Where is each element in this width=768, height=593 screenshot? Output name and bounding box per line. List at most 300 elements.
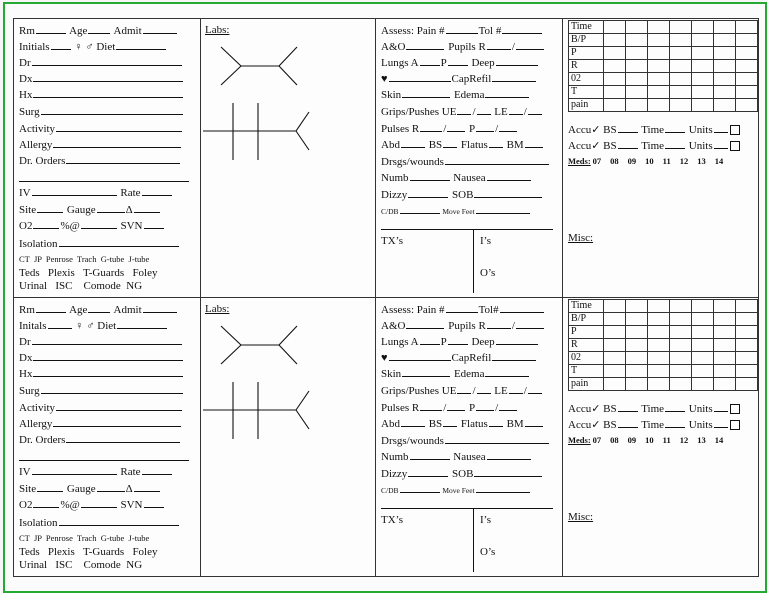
vitals-entry-cell[interactable]: [713, 34, 735, 47]
o2-label: O2: [19, 499, 33, 511]
vitals-entry-cell[interactable]: [691, 352, 713, 365]
vitals-entry-cell[interactable]: [603, 300, 625, 313]
vitals-row-label: B/P: [569, 313, 604, 326]
vitals-entry-cell[interactable]: [669, 73, 691, 86]
vitals-entry-cell[interactable]: [603, 313, 625, 326]
vitals-entry-cell[interactable]: [691, 313, 713, 326]
move-feet-label: Move Feet: [442, 486, 475, 495]
deep-label: Deep: [471, 57, 495, 69]
accu-time-label: Time: [641, 124, 665, 136]
vitals-entry-cell[interactable]: [669, 365, 691, 378]
vitals-row-label: R: [569, 60, 604, 73]
pupils-label: Pupils R: [448, 41, 486, 53]
med-hour: 10: [645, 435, 654, 445]
ng-label: NG: [126, 280, 143, 292]
vitals-entry-cell[interactable]: [603, 378, 625, 391]
iv-label: IV: [19, 466, 31, 478]
vitals-row: [569, 73, 758, 86]
vitals-entry-cell[interactable]: [647, 34, 669, 47]
vitals-entry-cell[interactable]: [735, 60, 757, 73]
male-icon: ♂: [86, 320, 95, 332]
drsgs-wounds-label: Drsgs/wounds: [381, 156, 444, 168]
bm-label: BM: [506, 139, 524, 151]
vitals-entry-cell[interactable]: [691, 365, 713, 378]
vitals-entry-cell[interactable]: [625, 21, 647, 34]
vitals-table: [568, 299, 758, 391]
accu-units-label: Units: [688, 403, 713, 415]
allergy-label: Allergy: [19, 139, 53, 151]
med-hour: 14: [714, 435, 724, 445]
vitals-entry-cell[interactable]: [735, 339, 757, 352]
vitals-row-label: 02: [569, 352, 604, 365]
accu-checkbox[interactable]: [730, 404, 740, 414]
vitals-entry-cell[interactable]: [713, 339, 735, 352]
age-label: Age: [69, 25, 88, 37]
accu-checkbox[interactable]: [730, 141, 740, 151]
vitals-entry-cell[interactable]: [735, 378, 757, 391]
vitals-entry-cell[interactable]: [647, 73, 669, 86]
vitals-entry-cell[interactable]: [691, 378, 713, 391]
vitals-entry-cell[interactable]: [691, 300, 713, 313]
ao-label: A&O: [381, 320, 406, 332]
med-hour: 12: [679, 435, 689, 445]
le-label: LE: [494, 106, 508, 118]
flatus-label: Flatus: [460, 139, 488, 151]
female-icon: ♀: [74, 41, 83, 53]
med-hour: 09: [627, 435, 637, 445]
accu-time-label: Time: [641, 419, 665, 431]
vitals-entry-cell[interactable]: [625, 60, 647, 73]
accu-bs-label: Accu✓ BS: [568, 124, 617, 136]
vitals-entry-cell[interactable]: [625, 326, 647, 339]
rate-label: Rate: [120, 466, 141, 478]
vitals-entry-cell[interactable]: [691, 73, 713, 86]
patient-card: [13, 297, 759, 577]
age-label: Age: [69, 304, 88, 316]
vitals-entry-cell[interactable]: [713, 47, 735, 60]
assess-pain-label: Assess: Pain #: [381, 304, 445, 316]
svn-label: SVN: [120, 220, 143, 232]
vitals-entry-cell[interactable]: [669, 339, 691, 352]
vitals-entry-cell[interactable]: [669, 378, 691, 391]
vitals-row-label: P: [569, 326, 604, 339]
hx-label: Hx: [19, 89, 33, 101]
dx-label: Dx: [19, 352, 33, 364]
pulses-p-label: P: [469, 123, 476, 135]
hx-label: Hx: [19, 368, 33, 380]
cdb-label: C/DB: [381, 486, 399, 495]
vitals-entry-cell[interactable]: [691, 339, 713, 352]
svn-label: SVN: [120, 499, 143, 511]
patient-card: [13, 18, 759, 298]
vitals-entry-cell[interactable]: [735, 313, 757, 326]
pupils-label: Pupils R: [448, 320, 486, 332]
o2-label: O2: [19, 220, 33, 232]
intake-label: I’s: [480, 235, 491, 247]
vitals-entry-cell[interactable]: [713, 73, 735, 86]
skin-label: Skin: [381, 89, 402, 101]
vitals-entry-cell[interactable]: [603, 21, 625, 34]
urinal-label: Urinal: [19, 559, 48, 571]
vitals-entry-cell[interactable]: [713, 86, 735, 99]
plexis-label: Plexis: [47, 267, 75, 279]
nausea-label: Nausea: [453, 451, 486, 463]
vitals-row: [569, 339, 758, 352]
vitals-row-label: T: [569, 86, 604, 99]
vitals-entry-cell[interactable]: [669, 21, 691, 34]
lab-fishbone-diagrams: [201, 318, 376, 478]
vitals-entry-cell[interactable]: [603, 99, 625, 112]
vitals-entry-cell[interactable]: [691, 47, 713, 60]
vitals-row-label: R: [569, 339, 604, 352]
accu-checkbox[interactable]: [730, 125, 740, 135]
activity-label: Activity: [19, 123, 56, 135]
initials-label: Initials: [19, 41, 50, 53]
med-hour: 11: [662, 156, 671, 166]
vitals-entry-cell[interactable]: [625, 300, 647, 313]
vitals-row-label: B/P: [569, 34, 604, 47]
accu-units-label: Units: [688, 419, 713, 431]
vitals-entry-cell[interactable]: [691, 34, 713, 47]
med-hour: 12: [679, 156, 689, 166]
bs-label: BS: [428, 139, 443, 151]
vitals-row-label: Time: [569, 21, 604, 34]
skin-label: Skin: [381, 368, 402, 380]
meds-label: Meds:: [568, 156, 591, 166]
report-sheet: [3, 2, 767, 593]
accu-bs-label: Accu✓ BS: [568, 140, 617, 152]
vitals-entry-cell[interactable]: [691, 60, 713, 73]
vitals-entry-cell[interactable]: [625, 86, 647, 99]
caprefil-label: CapRefil: [451, 73, 492, 85]
comode-label: Comode: [83, 280, 121, 292]
male-icon: ♂: [85, 41, 94, 53]
percent-at-label: %@: [60, 499, 80, 511]
tube-types: CT JP Penrose Trach G-tube J-tube: [19, 533, 150, 543]
vitals-entry-cell[interactable]: [691, 326, 713, 339]
vitals-entry-cell[interactable]: [669, 86, 691, 99]
vitals-entry-cell[interactable]: [647, 339, 669, 352]
output-label: O’s: [480, 546, 496, 558]
vitals-entry-cell[interactable]: [713, 365, 735, 378]
dr-label: Dr: [19, 336, 31, 348]
dx-label: Dx: [19, 73, 33, 85]
vitals-entry-cell[interactable]: [625, 339, 647, 352]
vitals-entry-cell[interactable]: [625, 73, 647, 86]
lungs-p-label: P: [440, 57, 447, 69]
output-label: O’s: [480, 267, 496, 279]
abd-label: Abd: [381, 418, 400, 430]
vitals-entry-cell[interactable]: [603, 326, 625, 339]
assessment-column: Assess: Pain # Tol# A&O Pupils R / Lungs A P Deep ♥ CapRefil Skin Edema Grips/Pushes UE / LE / Pulses R / P / Abd BS Flatus BM Drsgs/wounds Numb Nausea Dizzy SOB C/DB Move Feet TX’s I’s O’s: [376, 298, 563, 576]
isc-label: ISC: [55, 280, 73, 292]
vitals-entry-cell[interactable]: [735, 300, 757, 313]
vitals-entry-cell[interactable]: [625, 378, 647, 391]
dizzy-label: Dizzy: [381, 468, 408, 480]
grips-label: Grips/Pushes UE: [381, 106, 457, 118]
isc-label: ISC: [55, 559, 73, 571]
ng-label: NG: [126, 559, 143, 571]
heart-icon: ♥: [381, 352, 388, 364]
vitals-entry-cell[interactable]: [735, 99, 757, 112]
vitals-entry-cell[interactable]: [647, 313, 669, 326]
accu-time-label: Time: [641, 403, 665, 415]
diet-label: Diet: [97, 320, 117, 332]
vitals-entry-cell[interactable]: [713, 21, 735, 34]
misc-label: Misc:: [568, 511, 594, 523]
isolation-label: Isolation: [19, 238, 58, 250]
vitals-row: [569, 313, 758, 326]
vitals-entry-cell[interactable]: [713, 60, 735, 73]
labs-heading: Labs:: [205, 303, 230, 315]
txs-label: TX’s: [381, 235, 403, 247]
meds-label: Meds:: [568, 435, 591, 445]
comode-label: Comode: [83, 559, 121, 571]
vitals-entry-cell[interactable]: [713, 313, 735, 326]
ao-label: A&O: [381, 41, 406, 53]
vitals-entry-cell[interactable]: [647, 365, 669, 378]
site-label: Site: [19, 483, 37, 495]
lungs-p-label: P: [440, 336, 447, 348]
patient-info-column: [14, 298, 201, 576]
vitals-entry-cell[interactable]: [603, 339, 625, 352]
med-hour: 07: [592, 156, 602, 166]
assess-pain-label: Assess: Pain #: [381, 25, 445, 37]
vitals-row: [569, 326, 758, 339]
edema-label: Edema: [453, 368, 485, 380]
surg-label: Surg: [19, 106, 40, 118]
vitals-entry-cell[interactable]: [735, 73, 757, 86]
vitals-row: [569, 86, 758, 99]
pupils-slash: /: [511, 41, 515, 53]
nausea-label: Nausea: [453, 172, 486, 184]
med-hour: 09: [627, 156, 637, 166]
dr-label: Dr: [19, 57, 31, 69]
vitals-entry-cell[interactable]: [669, 99, 691, 112]
vitals-row-label: 02: [569, 73, 604, 86]
vitals-entry-cell[interactable]: [735, 21, 757, 34]
vitals-row-label: P: [569, 47, 604, 60]
vitals-entry-cell[interactable]: [603, 86, 625, 99]
vitals-entry-cell[interactable]: [603, 34, 625, 47]
meds-row: [568, 434, 741, 447]
numb-label: Numb: [381, 451, 409, 463]
vitals-entry-cell[interactable]: [603, 365, 625, 378]
bm-label: BM: [506, 418, 524, 430]
vitals-table: [568, 20, 758, 112]
vitals-entry-cell[interactable]: [647, 60, 669, 73]
lab-fishbone-diagrams: [201, 39, 376, 199]
vitals-entry-cell[interactable]: [603, 73, 625, 86]
vitals-entry-cell[interactable]: [625, 352, 647, 365]
vitals-entry-cell[interactable]: [625, 47, 647, 60]
accu-units-label: Units: [688, 140, 713, 152]
vitals-entry-cell[interactable]: [669, 300, 691, 313]
tguards-label: T-Guards: [83, 267, 125, 279]
vitals-entry-cell[interactable]: [625, 99, 647, 112]
rm-label: Rm: [19, 25, 35, 37]
diet-label: Diet: [96, 41, 116, 53]
vitals-row-label: Time: [569, 300, 604, 313]
med-hour: 08: [610, 435, 619, 445]
iv-label: IV: [19, 187, 31, 199]
lungs-label: Lungs A: [381, 336, 419, 348]
surg-label: Surg: [19, 385, 40, 397]
med-hour: 07: [592, 435, 602, 445]
delta-symbol: Δ: [125, 483, 133, 495]
activity-label: Activity: [19, 402, 56, 414]
vitals-row-label: pain: [569, 378, 604, 391]
vitals-row: [569, 47, 758, 60]
med-hour: 08: [610, 156, 619, 166]
urinal-label: Urinal: [19, 280, 48, 292]
bs-label: BS: [428, 418, 443, 430]
vitals-row: [569, 99, 758, 112]
vitals-entry-cell[interactable]: [647, 352, 669, 365]
vitals-row: [569, 34, 758, 47]
vitals-entry-cell[interactable]: [603, 60, 625, 73]
numb-label: Numb: [381, 172, 409, 184]
percent-at-label: %@: [60, 220, 80, 232]
vitals-entry-cell[interactable]: [713, 300, 735, 313]
rm-label: Rm: [19, 304, 35, 316]
vitals-entry-cell[interactable]: [735, 365, 757, 378]
vitals-column: [563, 19, 758, 297]
gauge-label: Gauge: [66, 483, 96, 495]
pupils-slash: /: [511, 320, 515, 332]
vitals-entry-cell[interactable]: [669, 313, 691, 326]
vitals-entry-cell[interactable]: [603, 352, 625, 365]
vitals-entry-cell[interactable]: [735, 34, 757, 47]
vitals-entry-cell[interactable]: [625, 34, 647, 47]
admit-label: Admit: [113, 304, 142, 316]
vitals-entry-cell[interactable]: [669, 60, 691, 73]
med-hour: 14: [714, 156, 724, 166]
plexis-label: Plexis: [47, 546, 75, 558]
vitals-entry-cell[interactable]: [647, 326, 669, 339]
med-hour: 10: [645, 156, 654, 166]
caprefil-label: CapRefil: [451, 352, 492, 364]
vitals-row: [569, 378, 758, 391]
vitals-entry-cell[interactable]: [735, 326, 757, 339]
vitals-column: [563, 298, 758, 576]
delta-symbol: Δ: [125, 204, 133, 216]
allergy-label: Allergy: [19, 418, 53, 430]
tol-label: Tol#: [478, 304, 499, 316]
vitals-entry-cell[interactable]: [625, 365, 647, 378]
vitals-entry-cell[interactable]: [647, 86, 669, 99]
vitals-row-label: pain: [569, 99, 604, 112]
sob-label: SOB: [452, 189, 474, 201]
intake-label: I’s: [480, 514, 491, 526]
dr-orders-label: Dr. Orders: [19, 434, 66, 446]
accu-units-label: Units: [688, 124, 713, 136]
initials-label: Initals: [19, 320, 47, 332]
vitals-entry-cell[interactable]: [735, 86, 757, 99]
teds-label: Teds: [19, 546, 40, 558]
tube-types: CT JP Penrose Trach G-tube J-tube: [19, 254, 150, 264]
accu-checkbox[interactable]: [730, 420, 740, 430]
txs-label: TX’s: [381, 514, 403, 526]
vitals-entry-cell[interactable]: [603, 47, 625, 60]
deep-label: Deep: [471, 336, 495, 348]
foley-label: Foley: [132, 546, 158, 558]
vitals-entry-cell[interactable]: [691, 86, 713, 99]
accu-bs-label: Accu✓ BS: [568, 419, 617, 431]
cdb-label: C/DB: [381, 207, 399, 216]
vitals-entry-cell[interactable]: [691, 99, 713, 112]
vitals-entry-cell[interactable]: [713, 352, 735, 365]
vitals-row: [569, 300, 758, 313]
vitals-entry-cell[interactable]: [669, 47, 691, 60]
vitals-entry-cell[interactable]: [735, 352, 757, 365]
vitals-row: [569, 60, 758, 73]
flatus-label: Flatus: [460, 418, 488, 430]
edema-label: Edema: [453, 89, 485, 101]
vitals-entry-cell[interactable]: [647, 300, 669, 313]
tguards-label: T-Guards: [83, 546, 125, 558]
heart-icon: ♥: [381, 73, 388, 85]
female-icon: ♀: [75, 320, 84, 332]
misc-label: Misc:: [568, 232, 594, 244]
vitals-entry-cell[interactable]: [735, 47, 757, 60]
vitals-entry-cell[interactable]: [647, 378, 669, 391]
move-feet-label: Move Feet: [442, 207, 475, 216]
rate-label: Rate: [120, 187, 141, 199]
pulses-p-label: P: [469, 402, 476, 414]
assessment-column: Assess: Pain # Tol # A&O Pupils R / Lungs A P Deep ♥ CapRefil Skin Edema Grips/Pushes UE / LE / Pulses R / P / Abd BS Flatus BM Drsgs/wounds Numb Nausea Dizzy SOB C/DB Move Feet TX’s I’s O’s: [376, 19, 563, 297]
vitals-entry-cell[interactable]: [669, 326, 691, 339]
vitals-entry-cell[interactable]: [691, 21, 713, 34]
med-hour: 13: [697, 156, 706, 166]
abd-label: Abd: [381, 139, 400, 151]
site-label: Site: [19, 204, 37, 216]
vitals-entry-cell[interactable]: [713, 326, 735, 339]
foley-label: Foley: [132, 267, 158, 279]
tol-label: Tol #: [478, 25, 502, 37]
vitals-entry-cell[interactable]: [625, 313, 647, 326]
teds-label: Teds: [19, 267, 40, 279]
vitals-entry-cell[interactable]: [669, 352, 691, 365]
le-label: LE: [494, 385, 508, 397]
gauge-label: Gauge: [66, 204, 96, 216]
meds-row: [568, 155, 741, 168]
pulses-label: Pulses R: [381, 402, 420, 414]
labs-column: [201, 19, 376, 297]
vitals-row-label: T: [569, 365, 604, 378]
vitals-entry-cell[interactable]: [647, 21, 669, 34]
admit-label: Admit: [113, 25, 142, 37]
isolation-label: Isolation: [19, 517, 58, 529]
med-hour: 11: [662, 435, 671, 445]
sob-label: SOB: [452, 468, 474, 480]
vitals-entry-cell[interactable]: [713, 99, 735, 112]
vitals-entry-cell[interactable]: [669, 34, 691, 47]
accu-bs-label: Accu✓ BS: [568, 403, 617, 415]
dr-orders-label: Dr. Orders: [19, 155, 66, 167]
grips-label: Grips/Pushes UE: [381, 385, 457, 397]
labs-column: [201, 298, 376, 576]
dizzy-label: Dizzy: [381, 189, 408, 201]
labs-heading: Labs:: [205, 24, 230, 36]
vitals-entry-cell[interactable]: [713, 378, 735, 391]
vitals-row: [569, 352, 758, 365]
patient-info-column: [14, 19, 201, 297]
vitals-row: [569, 365, 758, 378]
vitals-entry-cell[interactable]: [647, 47, 669, 60]
vitals-entry-cell[interactable]: [647, 99, 669, 112]
vitals-row: [569, 21, 758, 34]
